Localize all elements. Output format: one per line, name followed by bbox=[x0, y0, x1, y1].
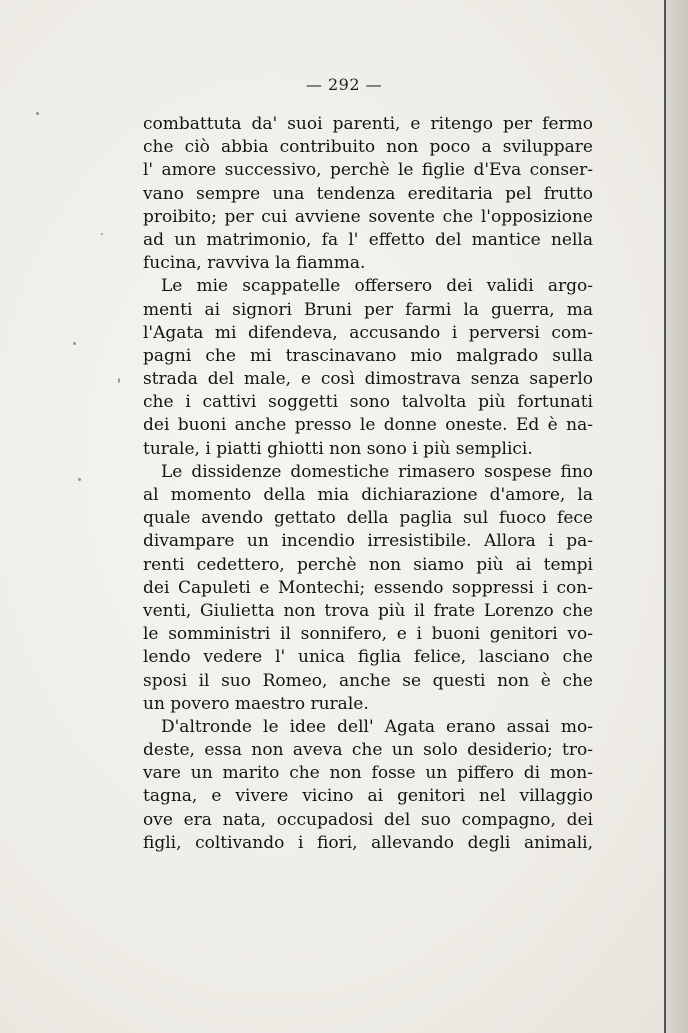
text-line: turale, i piatti ghiotti non sono i più semplici. bbox=[143, 438, 533, 459]
paper-speck bbox=[36, 112, 39, 115]
body-text bbox=[143, 113, 593, 855]
text-line: proibito; per cui avviene sovente che l'opposizione bbox=[143, 206, 593, 227]
text-line: Le mie scappatelle offersero dei validi argo- bbox=[161, 276, 593, 297]
text-line: figli, coltivando i fiori, allevando degli animali, bbox=[143, 832, 593, 853]
paper-speck bbox=[73, 342, 76, 345]
text-line: lendo vedere l' unica figlia felice, lasciano che bbox=[143, 647, 593, 668]
text-line: vare un marito che non fosse un piffero di mon- bbox=[143, 763, 593, 784]
paper-speck bbox=[101, 233, 103, 235]
text-line: che i cattivi soggetti sono talvolta più fortunati bbox=[143, 392, 593, 413]
text-line: pagni che mi trascinavano mio malgrado sulla bbox=[143, 345, 593, 366]
text-line: un povero maestro rurale. bbox=[143, 693, 369, 714]
text-line: D'altronde le idee dell' Agata erano assai mo- bbox=[161, 716, 593, 737]
paper-speck bbox=[118, 378, 120, 383]
text-line: dei buoni anche presso le donne oneste. Ed è na- bbox=[143, 415, 593, 436]
text-line: le somministri il sonnifero, e i buoni genitori vo- bbox=[143, 624, 593, 645]
text-line: l' amore successivo, perchè le figlie d'Eva conser- bbox=[143, 160, 593, 181]
text-line: vano sempre una tendenza ereditaria pel frutto bbox=[143, 183, 593, 204]
text-line: sposi il suo Romeo, anche se questi non è che bbox=[143, 670, 593, 691]
text-line: strada del male, e così dimostrava senza saperlo bbox=[143, 369, 593, 390]
text-line: combattuta da' suoi parenti, e ritengo per fermo bbox=[143, 114, 593, 134]
text-line: fucina, ravviva la fiamma. bbox=[143, 253, 366, 274]
text-line: tagna, e vivere vicino ai genitori nel villaggio bbox=[143, 786, 593, 807]
text-line: renti cedettero, perchè non siamo più ai tempi bbox=[143, 554, 593, 575]
page-edge-shadow bbox=[666, 0, 688, 1033]
text-line: Le dissidenze domestiche rimasero sospese fino bbox=[161, 461, 593, 482]
text-line: l'Agata mi difendeva, accusando i perversi com- bbox=[143, 322, 593, 343]
text-line: dei Capuleti e Montechi; essendo soppressi i con- bbox=[143, 577, 593, 598]
text-line: venti, Giulietta non trova più il frate Lorenzo che bbox=[143, 600, 593, 621]
text-line: ad un matrimonio, fa l' effetto del mantice nella bbox=[143, 229, 593, 250]
page-number: — 292 — bbox=[305, 75, 383, 94]
text-line: quale avendo gettato della paglia sul fuoco fece bbox=[143, 508, 593, 529]
text-line: menti ai signori Bruni per farmi la guerra, ma bbox=[143, 299, 593, 320]
text-line: ove era nata, occupadosi del suo compagno, dei bbox=[143, 809, 593, 830]
paper-speck bbox=[78, 478, 81, 481]
page-edge-line bbox=[664, 0, 666, 1033]
text-line: deste, essa non aveva che un solo desiderio; tro- bbox=[143, 740, 593, 761]
text-line: divampare un incendio irresistibile. Allora i pa- bbox=[143, 531, 593, 552]
text-line: che ciò abbia contribuito non poco a sviluppare bbox=[143, 137, 593, 158]
text-line: al momento della mia dichiarazione d'amore, la bbox=[143, 485, 593, 505]
